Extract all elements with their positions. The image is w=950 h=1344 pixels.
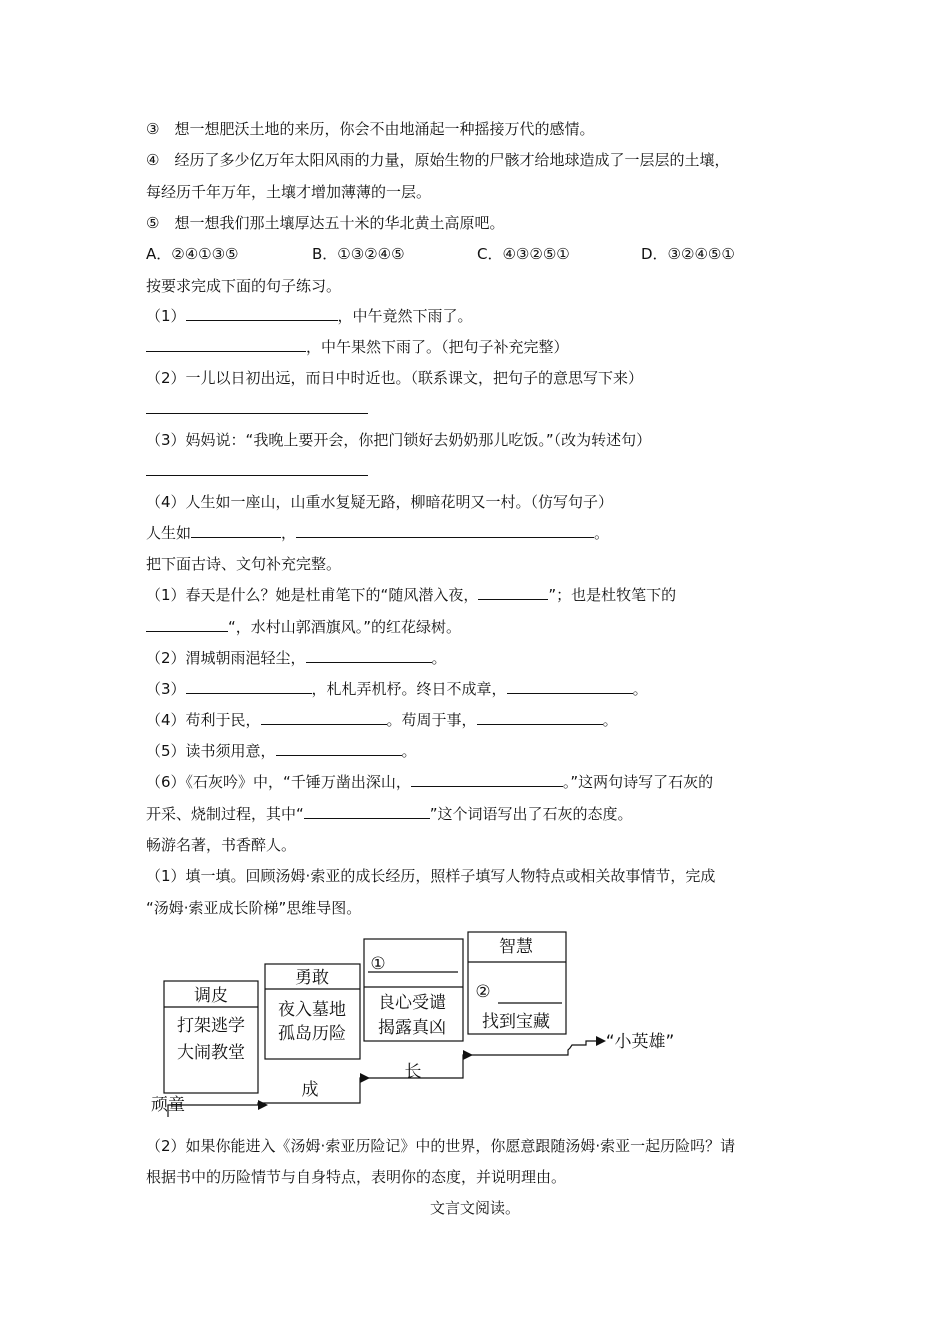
box2-line1: 夜入墓地 <box>278 1000 346 1020</box>
poetry-q5-suffix: 。 <box>401 742 417 760</box>
answer-blank[interactable] <box>478 585 548 600</box>
poetry-q1b-suffix: “，水村山郭酒旗风。”的红花绿树。 <box>228 618 462 636</box>
poetry-q6b-suffix: ”这个词语写出了石灰的态度。 <box>429 805 633 823</box>
answer-blank[interactable] <box>146 617 228 632</box>
answer-blank[interactable] <box>261 710 387 725</box>
box2-title: 勇敢 <box>295 968 329 988</box>
answer-blank[interactable] <box>186 306 338 321</box>
box3-line1: 良心受谴 <box>378 993 446 1013</box>
sentence-q2-answer <box>146 399 368 419</box>
poetry-section-title: 把下面古诗、文句补充完整。 <box>146 555 342 573</box>
poetry-q6a <box>146 772 713 792</box>
sentence-3: ③ 想一想肥沃土地的来历，你会不由地涌起一种摇接万代的感情。 <box>146 120 595 138</box>
sentence-section-title: 按要求完成下面的句子练习。 <box>146 277 342 295</box>
sentence-5: ⑤ 想一想我们那土壤厚达五十米的华北黄土高原吧。 <box>146 214 505 232</box>
box4-mark: ② <box>475 982 491 1002</box>
poetry-q4-prefix: （4）苟利于民， <box>146 711 261 729</box>
reading-q2b: 根据书中的历险情节与自身特点，表明你的态度，并说明理由。 <box>146 1168 567 1186</box>
poetry-q6-prefix: （6）《石灰吟》中，“千锤万凿出深山， <box>146 773 411 791</box>
poetry-q2 <box>146 648 447 668</box>
poetry-q3-suffix: 。 <box>632 680 648 698</box>
box3-line2: 揭露真凶 <box>378 1018 446 1038</box>
box3-mark: ① <box>370 954 386 974</box>
poetry-q4-suffix: 。 <box>602 711 618 729</box>
answer-blank[interactable] <box>146 461 368 476</box>
diagram-label-zhang: 长 <box>404 1062 422 1082</box>
poetry-q4-mid: 。苟周于事， <box>386 711 477 729</box>
sentence-q3-answer <box>146 461 368 481</box>
sentence-4a: ④ 经历了多少亿万年太阳风雨的力量，原始生物的尸骸才给地球造成了一层层的土壤， <box>146 151 730 169</box>
q1b-suffix: ，中午果然下雨了。（把句子补充完整） <box>306 338 569 356</box>
box4-title: 智慧 <box>499 937 533 957</box>
option-c[interactable]: C．④③②⑤① <box>477 245 570 263</box>
q1a-suffix: ，中午竟然下雨了。 <box>337 307 473 325</box>
growth-ladder-diagram <box>140 925 700 1120</box>
box1-title: 调皮 <box>194 986 228 1006</box>
poetry-q3-prefix: （3） <box>146 680 186 698</box>
poetry-q2-suffix: 。 <box>431 649 447 667</box>
footer-section-title: 文言文阅读。 <box>429 1199 520 1217</box>
arrow-head <box>596 1036 606 1046</box>
poetry-q5 <box>146 741 417 761</box>
poetry-q2-prefix: （2）渭城朝雨浥轻尘， <box>146 649 306 667</box>
q4-prefix: 人生如 <box>146 524 192 542</box>
answer-blank[interactable] <box>304 804 430 819</box>
diagram-label-start: 顽童 <box>151 1095 185 1115</box>
answer-blank[interactable] <box>146 337 306 352</box>
arrow-head <box>258 1100 268 1110</box>
answer-blank[interactable] <box>411 772 563 787</box>
box1-line2: 大闹教堂 <box>177 1043 245 1063</box>
poetry-q1a-prefix: （1）春天是什么？她是杜甫笔下的“随风潜入夜， <box>146 586 479 604</box>
sentence-q4: （4）人生如一座山，山重水复疑无路，柳暗花明又一村。（仿写句子） <box>146 493 614 511</box>
poetry-q5-prefix: （5）读书须用意， <box>146 742 276 760</box>
reading-section-title: 畅游名著，书香醉人。 <box>146 836 297 854</box>
answer-blank[interactable] <box>306 648 432 663</box>
q4-mid: ， <box>281 524 297 542</box>
sentence-q1a <box>146 306 473 326</box>
poetry-q1a <box>146 585 676 605</box>
option-d[interactable]: D．③②④⑤① <box>641 245 735 263</box>
answer-blank[interactable] <box>477 710 603 725</box>
sentence-4b: 每经历千年万年，土壤才增加薄薄的一层。 <box>146 183 432 201</box>
sentence-q4-answer <box>146 523 609 543</box>
option-a[interactable]: A．②④①③⑤ <box>146 245 239 263</box>
arrow-head <box>360 1073 370 1083</box>
poetry-q6b <box>146 804 633 824</box>
answer-blank[interactable] <box>186 679 312 694</box>
option-b[interactable]: B．①③②④⑤ <box>312 245 405 263</box>
answer-blank[interactable] <box>276 741 402 756</box>
q1a-prefix: （1） <box>146 307 186 325</box>
reading-q2a: （2）如果你能进入《汤姆·索亚历险记》中的世界，你愿意跟随汤姆·索亚一起历险吗？请 <box>146 1137 736 1155</box>
answer-blank[interactable] <box>296 523 594 538</box>
sentence-q2: （2）一儿以日初出远，而日中时近也。（联系课文，把句子的意思写下来） <box>146 369 644 387</box>
reading-q1a: （1）填一填。回顾汤姆·索亚的成长经历，照样子填写人物特点或相关故事情节，完成 <box>146 867 716 885</box>
poetry-q3 <box>146 679 648 699</box>
poetry-q1a-suffix: ”；也是杜牧笔下的 <box>548 586 677 604</box>
arrow-head <box>463 1050 473 1060</box>
answer-blank[interactable] <box>507 679 633 694</box>
box2-line2: 孤岛历险 <box>278 1024 346 1044</box>
answer-blank[interactable] <box>146 399 368 414</box>
box4-line1: 找到宝藏 <box>482 1012 550 1032</box>
answer-blank[interactable] <box>191 523 281 538</box>
q4-end: 。 <box>594 524 610 542</box>
sentence-q3: （3）妈妈说：“我晚上要开会，你把门锁好去奶奶那儿吃饭。”（改为转述句） <box>146 431 652 449</box>
poetry-q3-mid: ，札札弄机杼。终日不成章， <box>311 680 507 698</box>
diagram-arrow-label: “小英雄” <box>605 1032 675 1052</box>
diagram-label-cheng: 成 <box>301 1080 319 1100</box>
poetry-q6-suffix: 。”这两句诗写了石灰的 <box>562 773 714 791</box>
poetry-q4 <box>146 710 618 730</box>
reading-q1b: “汤姆·索亚成长阶梯”思维导图。 <box>146 899 362 917</box>
poetry-q6b-prefix: 开采、烧制过程，其中“ <box>146 805 304 823</box>
sentence-q1b <box>146 337 569 357</box>
poetry-q1b <box>146 617 461 637</box>
box1-line1: 打架逃学 <box>177 1016 245 1036</box>
